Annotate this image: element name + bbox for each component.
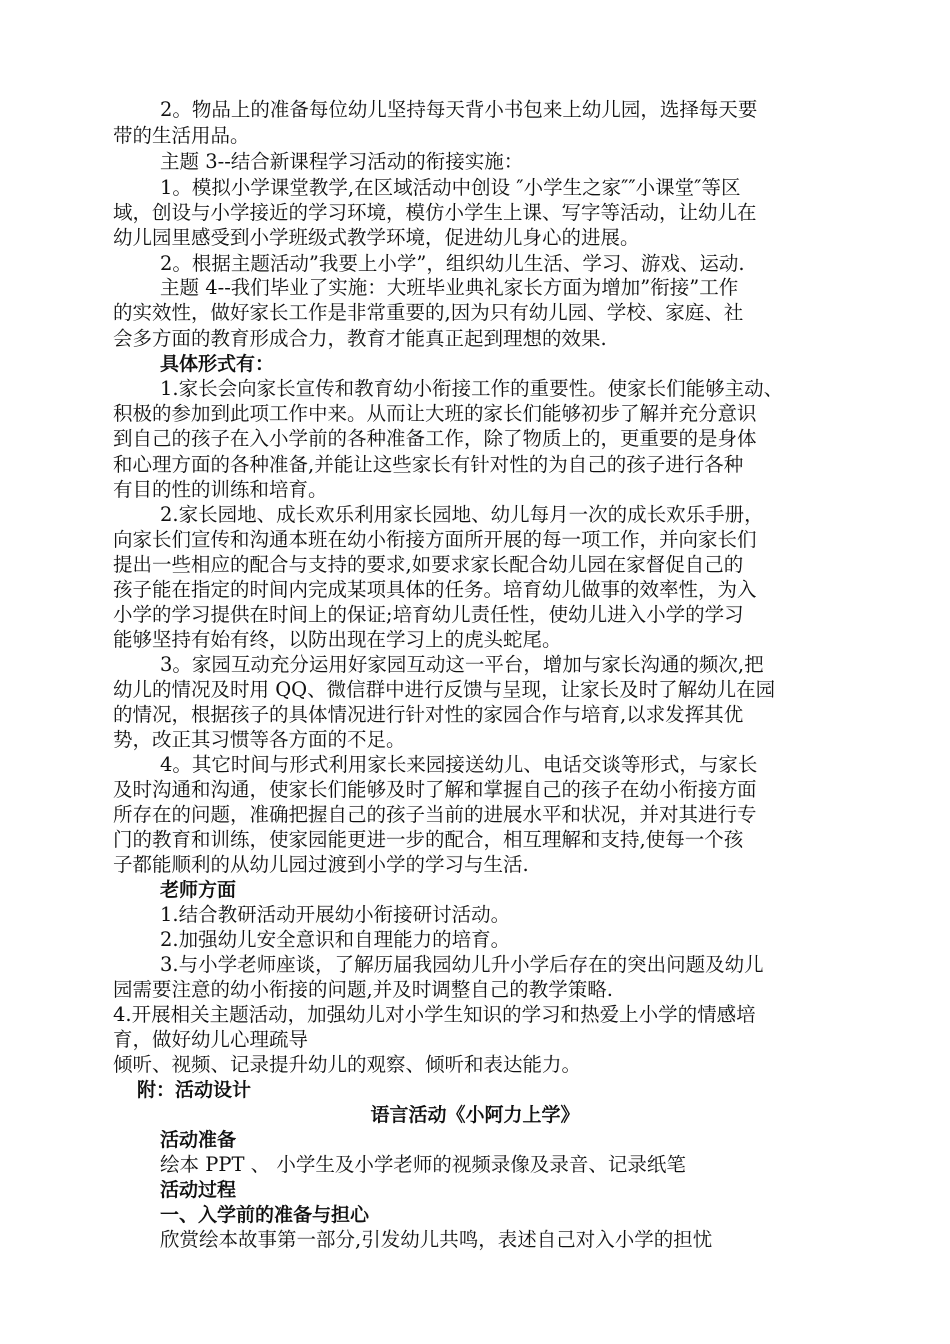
paragraph-line: 带的生活用品。 <box>113 124 250 147</box>
paragraph-line: 的实效性，做好家长工作是非常重要的,因为只有幼儿园、学校、家庭、社 <box>113 301 744 324</box>
section-heading: 活动过程 <box>160 1179 237 1201</box>
paragraph-line: 孩子能在指定的时间内完成某项具体的任务。培育幼儿做事的效率性，为入 <box>113 578 757 601</box>
paragraph-line: 2.加强幼儿安全意识和自理能力的培育。 <box>160 928 511 951</box>
paragraph-line: 园需要注意的幼小衔接的问题,并及时调整自己的教学策略. <box>113 978 613 1001</box>
section-heading: 一、入学前的准备与担心 <box>160 1204 370 1226</box>
paragraph-line: 欣赏绘本故事第一部分,引发幼儿共鸣，表述自己对入小学的担忧 <box>160 1228 713 1251</box>
paragraph-line: 主题 4--我们毕业了实施：大班毕业典礼家长方面为增加”衔接”工作 <box>160 276 739 299</box>
paragraph-line: 3。家园互动充分运用好家园互动这一平台，增加与家长沟通的频次,把 <box>160 653 764 676</box>
paragraph-line: 向家长们宣传和沟通本班在幼小衔接方面所开展的每一项工作，并向家长们 <box>113 528 757 551</box>
paragraph-line: 4。其它时间与形式利用家长来园接送幼儿、电话交谈等形式，与家长 <box>160 753 758 776</box>
paragraph-line: 所存在的问题，准确把握自己的孩子当前的进展水平和状况，并对其进行专 <box>113 803 757 826</box>
paragraph-line: 的情况，根据孩子的具体情况进行针对性的家园合作与培育,以求发挥其优 <box>113 703 744 726</box>
paragraph-line: 域，创设与小学接近的学习环境，模仿小学生上课、写字等活动，让幼儿在 <box>113 201 757 224</box>
paragraph-line: 倾听、视频、记录提升幼儿的观察、倾听和表达能力。 <box>113 1053 582 1076</box>
section-heading: 具体形式有： <box>160 353 275 375</box>
paragraph-line: 子都能顺利的从幼儿园过渡到小学的学习与生活. <box>113 853 529 876</box>
paragraph-line: 主题 3--结合新课程学习活动的衔接实施： <box>160 150 524 173</box>
paragraph-line: 1.结合教研活动开展幼小衔接研讨活动。 <box>160 903 511 926</box>
section-heading: 活动准备 <box>160 1129 237 1151</box>
section-heading: 老师方面 <box>160 879 237 901</box>
paragraph-line: 1.家长会向家长宣传和教育幼小衔接工作的重要性。使家长们能够主动、 <box>160 377 784 400</box>
paragraph-line: 及时沟通和沟通，使家长们能够及时了解和掌握自己的孩子在幼小衔接方面 <box>113 778 757 801</box>
paragraph-line: 有目的性的训练和培育。 <box>113 478 328 501</box>
paragraph-line: 能够坚持有始有终，以防出现在学习上的虎头蛇尾。 <box>113 628 562 651</box>
paragraph-line: 育，做好幼儿心理疏导 <box>113 1028 309 1051</box>
paragraph-line: 提出一些相应的配合与支持的要求,如要求家长配合幼儿园在家督促自己的 <box>113 553 744 576</box>
paragraph-line: 和心理方面的各种准备,并能让这些家长有针对性的为自己的孩子进行各种 <box>113 453 744 476</box>
paragraph-line: 2。物品上的准备每位幼儿坚持每天背小书包来上幼儿园，选择每天要 <box>160 98 758 121</box>
paragraph-line: 积极的参加到此项工作中来。从而让大班的家长们能够初步了解并充分意识 <box>113 402 757 425</box>
paragraph-line: 幼儿的情况及时用 QQ、微信群中进行反馈与呈现，让家长及时了解幼儿在园 <box>113 678 776 701</box>
paragraph-line: 小学的学习提供在时间上的保证;培育幼儿责任性，使幼儿进入小学的学习 <box>113 603 744 626</box>
paragraph-line: 会多方面的教育形成合力，教育才能真正起到理想的效果. <box>113 327 607 350</box>
activity-title: 语言活动《小阿力上学》 <box>370 1104 580 1126</box>
paragraph-line: 门的教育和训练，使家园能更进一步的配合，相互理解和支持,使每一个孩 <box>113 828 744 851</box>
paragraph-line: 4.开展相关主题活动，加强幼儿对小学生知识的学习和热爱上小学的情感培 <box>113 1003 756 1026</box>
paragraph-line: 势，改正其习惯等各方面的不足。 <box>113 728 406 751</box>
paragraph-line: 幼儿园里感受到小学班级式教学环境，促进幼儿身心的进展。 <box>113 226 640 249</box>
paragraph-line: 到自己的孩子在入小学前的各种准备工作，除了物质上的，更重要的是身体 <box>113 427 757 450</box>
section-heading: 附：活动设计 <box>137 1079 252 1101</box>
paragraph-line: 绘本 PPT 、 小学生及小学老师的视频录像及录音、记录纸笔 <box>160 1153 686 1176</box>
paragraph-line: 2。根据主题活动”我要上小学”，组织幼儿生活、学习、游戏、运动. <box>160 252 745 275</box>
paragraph-line: 2.家长园地、成长欢乐利用家长园地、幼儿每月一次的成长欢乐手册， <box>160 503 764 526</box>
paragraph-line: 1。模拟小学课堂教学,在区域活动中创设 ″小学生之家″″小课堂″等区 <box>160 176 741 199</box>
paragraph-line: 3.与小学老师座谈，了解历届我园幼儿升小学后存在的突出问题及幼儿 <box>160 953 764 976</box>
